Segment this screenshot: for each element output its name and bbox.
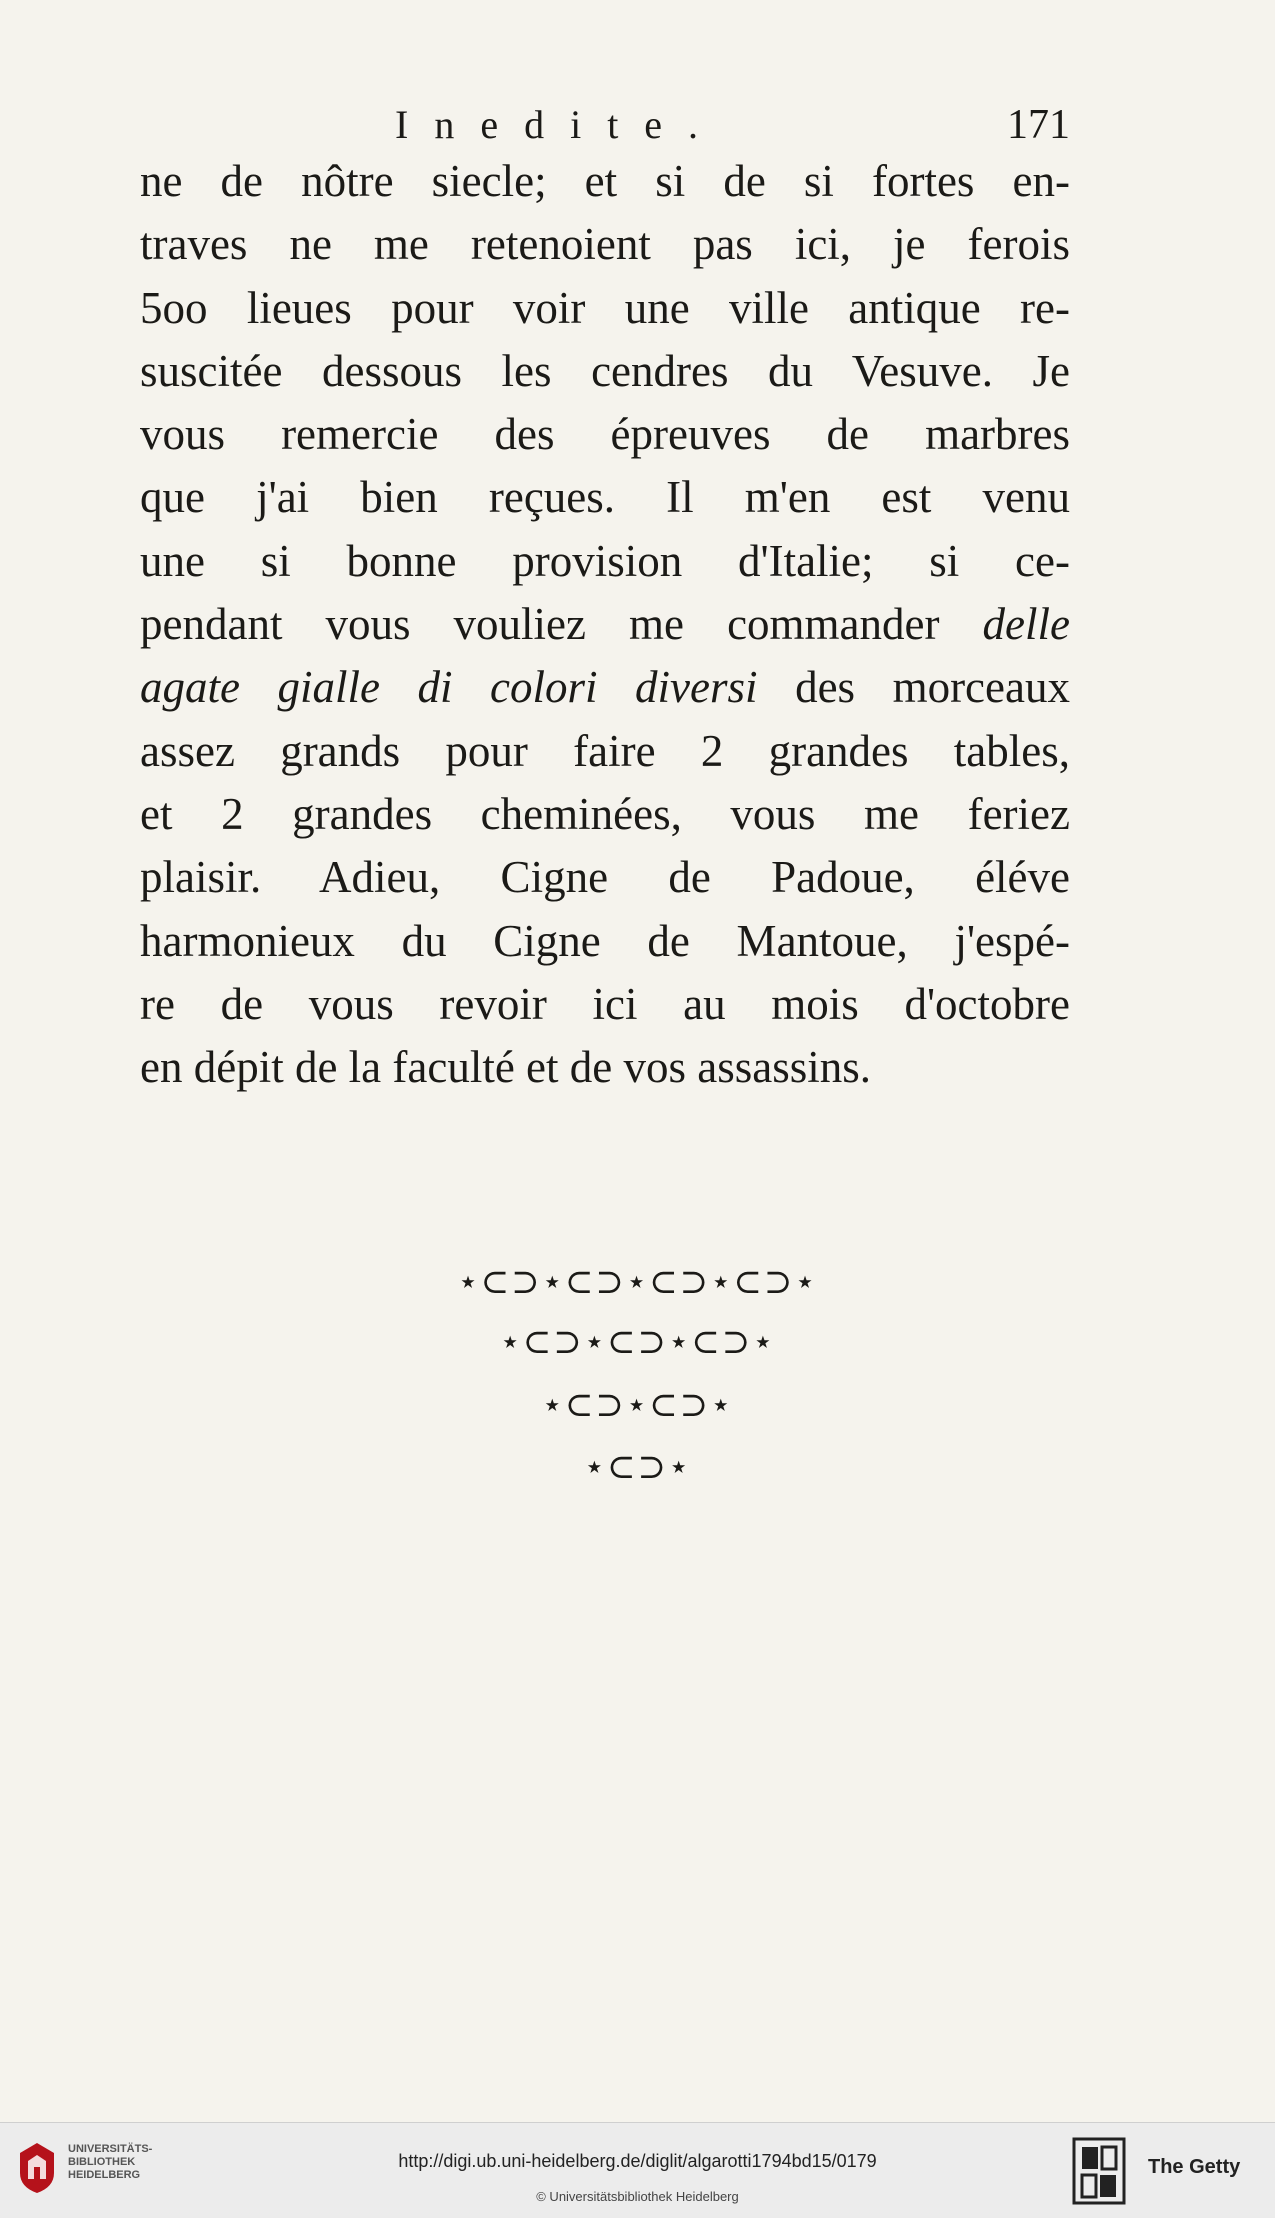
text-line: que j'ai bien reçues. Il m'en est venu [140, 472, 1070, 523]
library-name-line: UNIVERSITÄTS- [68, 2143, 153, 2155]
text-run: des morceaux [795, 662, 1070, 713]
text-line: vous remercie des épreuves de marbres [140, 409, 1070, 460]
text-line: et 2 grandes cheminées, vous me feriez [140, 788, 1070, 839]
ornament-row: ⋆⊂⊃⋆ [583, 1449, 692, 1486]
library-name-line: HEIDELBERG [68, 2169, 141, 2181]
ornament-row: ⋆⊂⊃⋆⊂⊃⋆⊂⊃⋆⊂⊃⋆ [457, 1264, 818, 1301]
italic-run: agate gialle di colori diversi [140, 662, 758, 713]
text-line: traves ne me retenoient pas ici, je ferois [140, 219, 1070, 270]
italic-run: delle [982, 599, 1070, 650]
viewer-footer [0, 2122, 1275, 2218]
text-line: assez grands pour faire 2 grandes tables, [140, 725, 1070, 776]
text-line: plaisir. Adieu, Cigne de Padoue, éléve [140, 852, 1070, 903]
text-line: en dépit de la faculté et de vos assassins. [140, 1042, 872, 1093]
page-number: 171 [1007, 102, 1070, 148]
running-head [140, 95, 1070, 155]
getty-logo-icon [1072, 2137, 1126, 2205]
copyright-notice: © Universitätsbibliothek Heidelberg [536, 2189, 739, 2204]
text-line [140, 593, 1070, 656]
text-line: ne de nôtre siecle; et si de si fortes en- [140, 156, 1070, 206]
text-run: pendant vous vouliez me commander [140, 599, 940, 650]
library-name-line: BIBLIOTHEK [68, 2156, 136, 2168]
letter-text [140, 150, 1070, 1099]
text-line: suscitée dessous les cendres du Vesuve. Je [140, 345, 1070, 396]
text-line: une si bonne provision d'Italie; si ce- [140, 535, 1070, 586]
running-head-title: Inedite. [395, 102, 725, 147]
getty-name: The Getty [1148, 2156, 1241, 2178]
text-line [140, 656, 1070, 719]
permalink-url[interactable]: http://digi.ub.uni-heidelberg.de/diglit/algarotti1794bd15/0179 [398, 2151, 877, 2171]
ornament-row: ⋆⊂⊃⋆⊂⊃⋆⊂⊃⋆ [499, 1324, 776, 1361]
ornament-row: ⋆⊂⊃⋆⊂⊃⋆ [541, 1387, 734, 1424]
text-line: 5oo lieues pour voir une ville antique re- [140, 282, 1070, 333]
text-line: harmonieux du Cigne de Mantoue, j'espé- [140, 915, 1070, 966]
text-line: re de vous revoir ici au mois d'octobre [140, 978, 1070, 1029]
